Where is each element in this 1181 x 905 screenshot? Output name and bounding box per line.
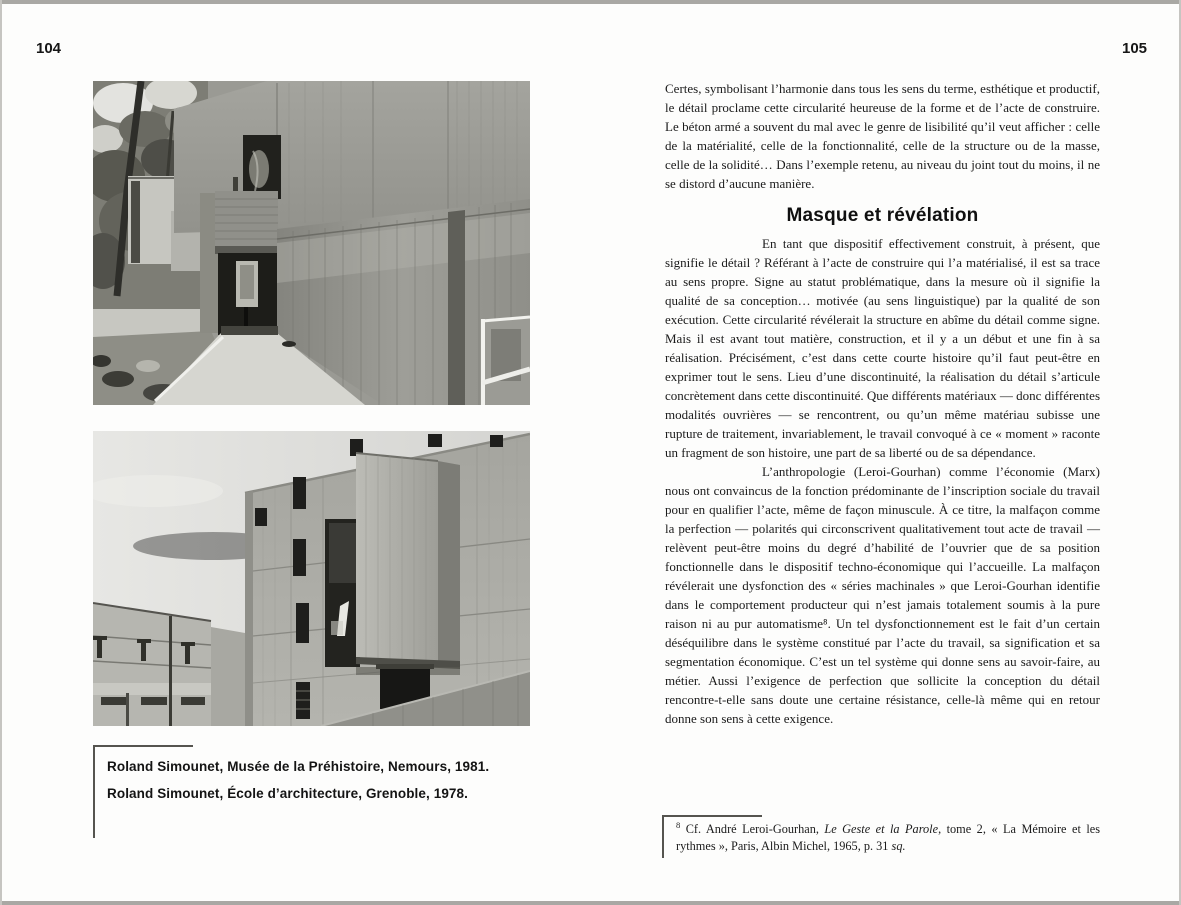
body-text-column <box>665 79 1100 728</box>
caption-line-1: Roland Simounet, Musée de la Préhistoire, Nemours, 1981. <box>107 759 490 774</box>
photo-ecole-architecture <box>93 431 530 726</box>
footnote-text-b: , tome 2, « La Mémoire et les rythmes », Paris, Albin Michel, 1965, p. 31 <box>676 822 1101 853</box>
glazed-slot <box>325 519 360 667</box>
footnote-corner-rule-horizontal <box>662 815 762 817</box>
museum-entrance-opening <box>243 135 281 199</box>
paragraph-3: L’anthropologie (Leroi-Gourhan) comme l’économie (Marx) nous ont convaincus de la fonction prédominante de l’inscription sociale du travail pour en qualifier l’acte, même de façon minuscule. À ce titre, la malfaçon comme la perfection — polarités qui circonscrivent qualitativement tout acte de travail — relèvent peut-être moins du degré d’habilité de l’ouvrier que de sa position fonctionnelle dans le dispositif techno-économique qui l’accueille. La malfaçon révélerait une dysfonction des « séries machinales » que Leroi-Gourhan identifie dans le comportement producteur qui n’est jamais totalement soumis à la pure raison ni au pur automatisme⁸. Un tel dysfonctionnement est le fait d’un certain déséquilibre dans le système constitué par l’acte du travail, sa signification et sa segmentation économique. C’est un tel système qui donne sens au savoir-faire, au métier. Aussi l’exigence de perfection que sollicite la conception du détail rencontre-t-elle sans doute une certaine résistance, celle-là même qui en retour donne son sens à cette exigence. <box>665 464 1100 726</box>
white-framed-door <box>482 317 530 405</box>
scan-edge-top <box>0 0 1181 4</box>
footnote-abbr: sq. <box>891 838 906 853</box>
cantilever-box <box>356 453 460 675</box>
paragraph-1: Certes, symbolisant l’harmonie dans tous les sens du terme, esthétique et productif, le détail proclame cette circularité heureuse de la forme et de l’acte de construire. Le béton armé a souvent du mal avec le genre de lisibilité qu’il veut afficher : celle de la matérialité, celle de la fonctionnalité, celle de la structure ou de la masse, celle de la solidité… Dans l’exemple retenu, au niveau du joint tout du moins, il ne se distord d’aucune manière. <box>665 81 1100 191</box>
photo-caption <box>107 753 527 807</box>
entrance-passage <box>218 253 278 335</box>
paragraph-2: En tant que dispositif effectivement construit, à présent, que signifie le détail ? Référant à l’acte de construire qui l’a matérialisé, il est sa trace au sens propre. Signe au statut problématique, dans la mesure où il signifie la qualité de sa conception… motivée (au sens linguistique) par la qualité de son exécution. Cette circularité révélerait la structure en abîme du détail comme signe. Mais il est avant tout matière, construction, et il y a un début et une fin à sa réalisation. Précisément, c’est dans cette courte histoire qu’il faut peut-être en exprimer tout le sens. Lieu d’une discontinuité, la réalisation du détail s’articule concrètement dans cette discontinuité. Que différents matériaux — donc différentes modalités ouvrières — se rencontrent, ou qu’un même matériau subisse une rupture de traitement, invariablement, le travail convoqué à ce « moment » raconte un fragment de son histoire, une part de sa liberté ou de sa dépendance. <box>665 236 1100 460</box>
museum-photo-illustration <box>93 81 530 405</box>
footnote-marker: 8 <box>676 819 681 830</box>
page-number-right: 105 <box>1122 40 1148 57</box>
footnote-text-a: Cf. André Leroi-Gourhan, <box>680 822 825 836</box>
page-number-left: 104 <box>36 40 62 57</box>
footnote <box>676 821 1100 854</box>
scan-edge-bottom <box>0 901 1181 905</box>
photo-musee-prehistoire <box>93 81 530 405</box>
caption-corner-rule-vertical <box>93 745 95 838</box>
section-heading: Masque et révélation <box>786 205 979 226</box>
scan-edge-left <box>0 0 2 905</box>
caption-line-2: Roland Simounet, École d’architecture, Grenoble, 1978. <box>107 786 468 801</box>
caption-corner-rule-horizontal <box>93 745 193 747</box>
footnote-book-title: Le Geste et la Parole <box>824 822 939 836</box>
school-photo-illustration <box>93 431 530 726</box>
footnote-corner-rule-vertical <box>662 815 664 858</box>
